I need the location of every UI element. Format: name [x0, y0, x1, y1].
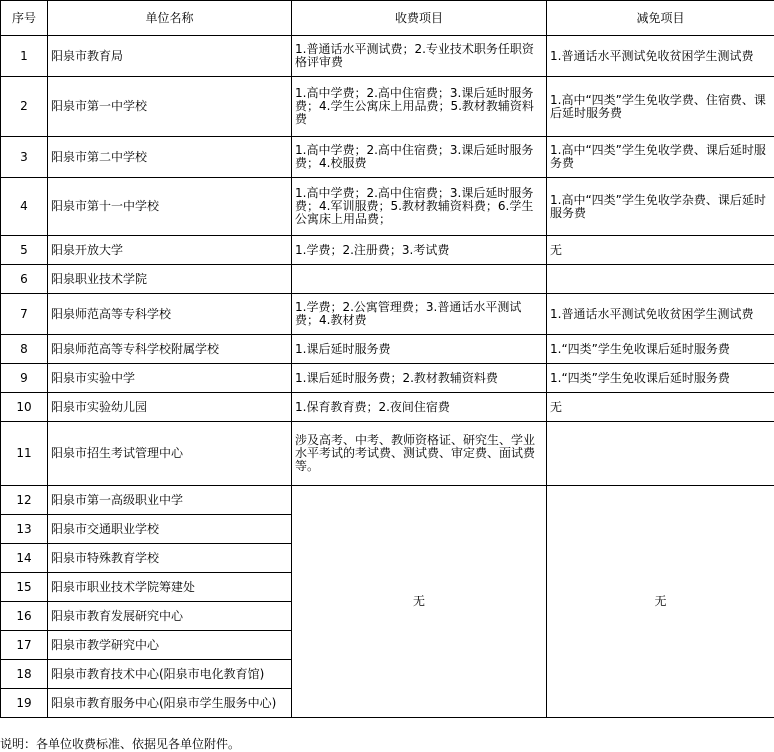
row-unit: 阳泉市交通职业学校	[48, 515, 292, 544]
row-waiver: 1.普通话水平测试免收贫困学生测试费	[547, 36, 774, 77]
merged-fees-cell: 无	[292, 486, 547, 718]
row-waiver: 1.“四类”学生免收课后延时服务费	[547, 364, 774, 393]
table-row	[1, 294, 774, 335]
footnote: 说明：各单位收费标准、依据见各单位附件。	[0, 735, 240, 752]
table-row	[1, 335, 774, 364]
table-row	[1, 265, 774, 294]
row-waiver	[547, 422, 774, 486]
row-waiver: 1.普通话水平测试免收贫困学生测试费	[547, 294, 774, 335]
header-row	[1, 1, 774, 36]
row-unit: 阳泉市教育发展研究中心	[48, 602, 292, 631]
row-no: 14	[1, 544, 48, 573]
row-no: 19	[1, 689, 48, 718]
row-waiver: 1.“四类”学生免收课后延时服务费	[547, 335, 774, 364]
row-fees: 1.学费；2.公寓管理费；3.普通话水平测试费；4.教材费	[292, 294, 547, 335]
table-row	[1, 36, 774, 77]
row-unit: 阳泉市特殊教育学校	[48, 544, 292, 573]
row-unit: 阳泉市实验幼儿园	[48, 393, 292, 422]
row-no: 13	[1, 515, 48, 544]
row-no: 8	[1, 335, 48, 364]
row-unit: 阳泉市第十一中学校	[48, 178, 292, 236]
row-unit: 阳泉市第一中学校	[48, 77, 292, 137]
table-row	[1, 422, 774, 486]
table-row	[1, 77, 774, 137]
row-unit: 阳泉市教育服务中心(阳泉市学生服务中心)	[48, 689, 292, 718]
header-unit: 单位名称	[48, 1, 292, 36]
row-no: 4	[1, 178, 48, 236]
header-waiver: 减免项目	[547, 1, 774, 36]
row-unit: 阳泉师范高等专科学校附属学校	[48, 335, 292, 364]
row-fees: 1.保育教育费；2.夜间住宿费	[292, 393, 547, 422]
row-fees: 1.高中学费；2.高中住宿费；3.课后延时服务费；4.军训服费；5.教材教辅资料费；6.学生公寓床上用品费；	[292, 178, 547, 236]
row-unit: 阳泉市实验中学	[48, 364, 292, 393]
row-unit: 阳泉市招生考试管理中心	[48, 422, 292, 486]
row-waiver: 无	[547, 393, 774, 422]
row-fees: 1.高中学费；2.高中住宿费；3.课后延时服务费；4.校服费	[292, 137, 547, 178]
row-no: 9	[1, 364, 48, 393]
row-unit: 阳泉职业技术学院	[48, 265, 292, 294]
row-waiver: 1.高中“四类”学生免收学费、住宿费、课后延时服务费	[547, 77, 774, 137]
row-no: 1	[1, 36, 48, 77]
row-waiver: 1.高中“四类”学生免收学费、课后延时服务费	[547, 137, 774, 178]
row-no: 2	[1, 77, 48, 137]
row-unit: 阳泉师范高等专科学校	[48, 294, 292, 335]
row-fees: 1.高中学费；2.高中住宿费；3.课后延时服务费；4.学生公寓床上用品费；5.教材教辅资料费	[292, 77, 547, 137]
row-fees: 涉及高考、中考、教师资格证、研究生、学业水平考试的考试费、测试费、审定费、面试费等。	[292, 422, 547, 486]
row-no: 6	[1, 265, 48, 294]
header-fees: 收费项目	[292, 1, 547, 36]
row-fees: 1.课后延时服务费	[292, 335, 547, 364]
row-unit: 阳泉市职业技术学院筹建处	[48, 573, 292, 602]
row-waiver: 1.高中“四类”学生免收学杂费、课后延时服务费	[547, 178, 774, 236]
row-unit: 阳泉开放大学	[48, 236, 292, 265]
row-unit: 阳泉市教育技术中心(阳泉市电化教育馆)	[48, 660, 292, 689]
row-no: 18	[1, 660, 48, 689]
row-fees	[292, 265, 547, 294]
table-row	[1, 137, 774, 178]
merged-waiver-cell: 无	[547, 486, 774, 718]
row-no: 5	[1, 236, 48, 265]
header-no: 序号	[1, 1, 48, 36]
table-row	[1, 236, 774, 265]
row-waiver: 无	[547, 236, 774, 265]
row-no: 15	[1, 573, 48, 602]
row-fees: 1.课后延时服务费；2.教材教辅资料费	[292, 364, 547, 393]
row-fees: 1.普通话水平测试费；2.专业技术职务任职资格评审费	[292, 36, 547, 77]
row-waiver	[547, 265, 774, 294]
row-no: 17	[1, 631, 48, 660]
row-unit: 阳泉市第一高级职业中学	[48, 486, 292, 515]
row-no: 3	[1, 137, 48, 178]
row-no: 12	[1, 486, 48, 515]
row-unit: 阳泉市教学研究中心	[48, 631, 292, 660]
row-unit: 阳泉市教育局	[48, 36, 292, 77]
table-row	[1, 393, 774, 422]
row-no: 7	[1, 294, 48, 335]
row-unit: 阳泉市第二中学校	[48, 137, 292, 178]
table-row	[1, 486, 774, 515]
table-row	[1, 178, 774, 236]
table-row	[1, 364, 774, 393]
row-no: 10	[1, 393, 48, 422]
row-no: 11	[1, 422, 48, 486]
row-fees: 1.学费；2.注册费；3.考试费	[292, 236, 547, 265]
row-no: 16	[1, 602, 48, 631]
